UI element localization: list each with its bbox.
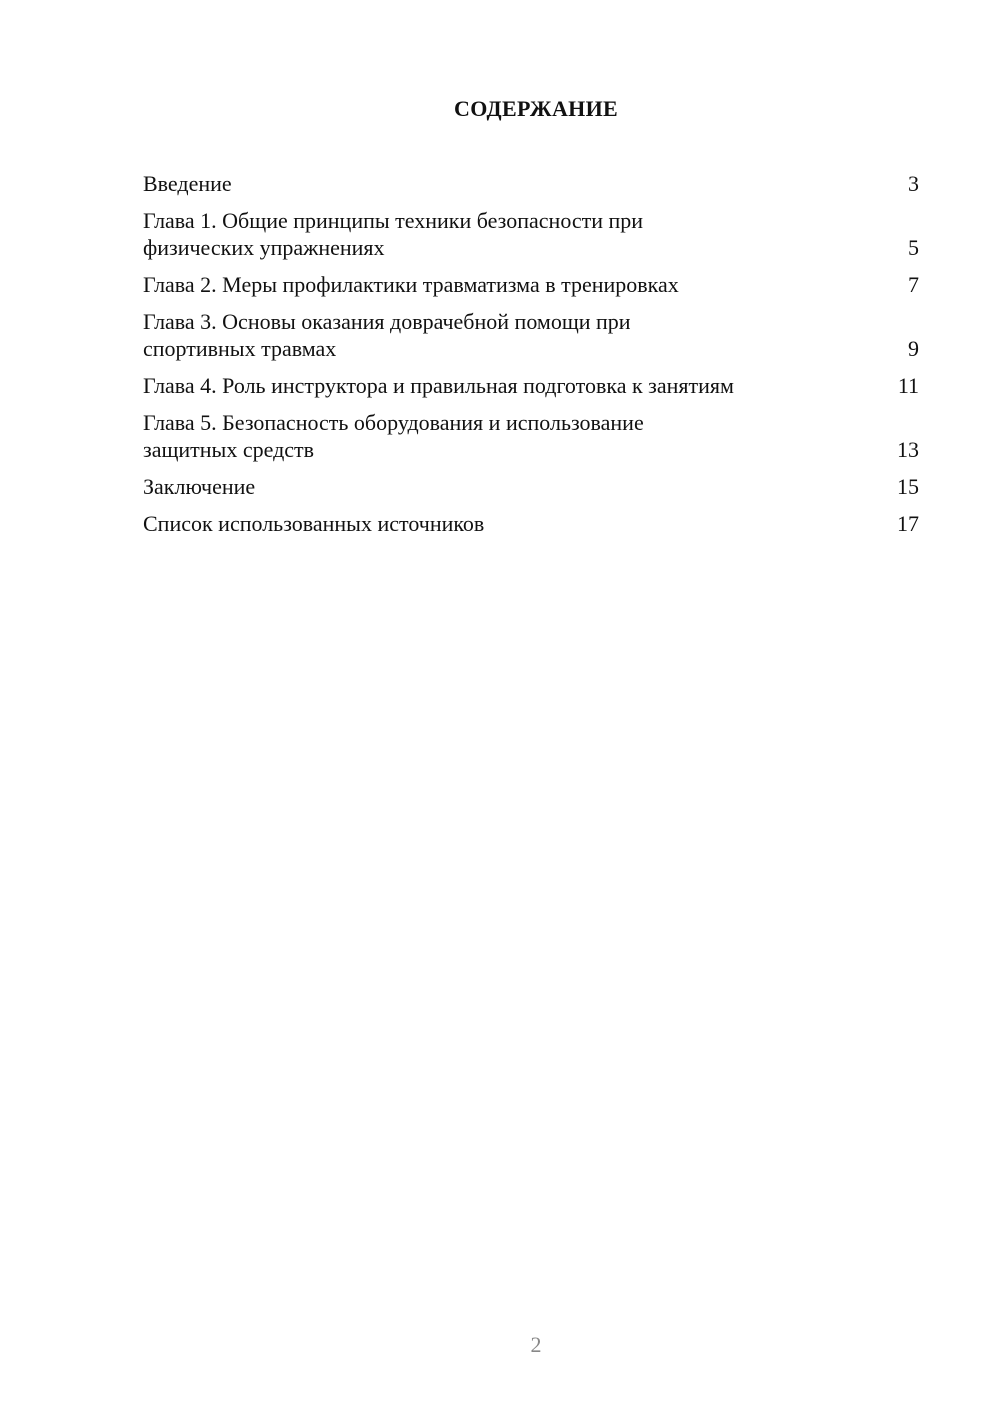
toc-entry-introduction [143, 170, 919, 197]
toc-entry-page-number: 5 [908, 235, 919, 260]
toc-entry-title: Глава 5. Безопасность оборудования и использование защитных средств [143, 410, 644, 462]
toc-entry-conclusion [143, 473, 919, 500]
toc-entry-title: Заключение [143, 474, 256, 499]
toc-entry-chapter-5 [143, 409, 919, 463]
toc-entry-page-number: 11 [897, 373, 919, 398]
toc-entry-title: Глава 4. Роль инструктора и правильная подготовка к занятиям [143, 373, 734, 398]
toc-entry-page-number: 15 [897, 474, 919, 499]
toc-entry-chapter-4 [143, 372, 919, 399]
page-number: 2 [530, 1332, 542, 1357]
toc-entry-page-number: 3 [908, 171, 919, 196]
toc-entry-page-number: 9 [908, 336, 919, 361]
table-of-contents [143, 170, 919, 547]
toc-entry-title: Список использованных источников [143, 511, 485, 536]
toc-entry-page-number: 13 [897, 437, 919, 462]
toc-entry-chapter-2 [143, 271, 919, 298]
toc-entry-title: Глава 2. Меры профилактики травматизма в тренировках [143, 272, 679, 297]
toc-entry-references [143, 510, 919, 537]
toc-entry-title: Глава 1. Общие принципы техники безопасности при физических упражнениях [143, 208, 644, 260]
toc-heading: СОДЕРЖАНИЕ [454, 96, 618, 121]
toc-entry-chapter-1 [143, 207, 919, 261]
toc-entry-page-number: 7 [908, 272, 919, 297]
toc-entry-page-number: 17 [897, 511, 919, 536]
toc-entry-title: Введение [143, 171, 232, 196]
toc-entry-chapter-3 [143, 308, 919, 362]
toc-entry-title: Глава 3. Основы оказания доврачебной помощи при спортивных травмах [143, 309, 631, 361]
